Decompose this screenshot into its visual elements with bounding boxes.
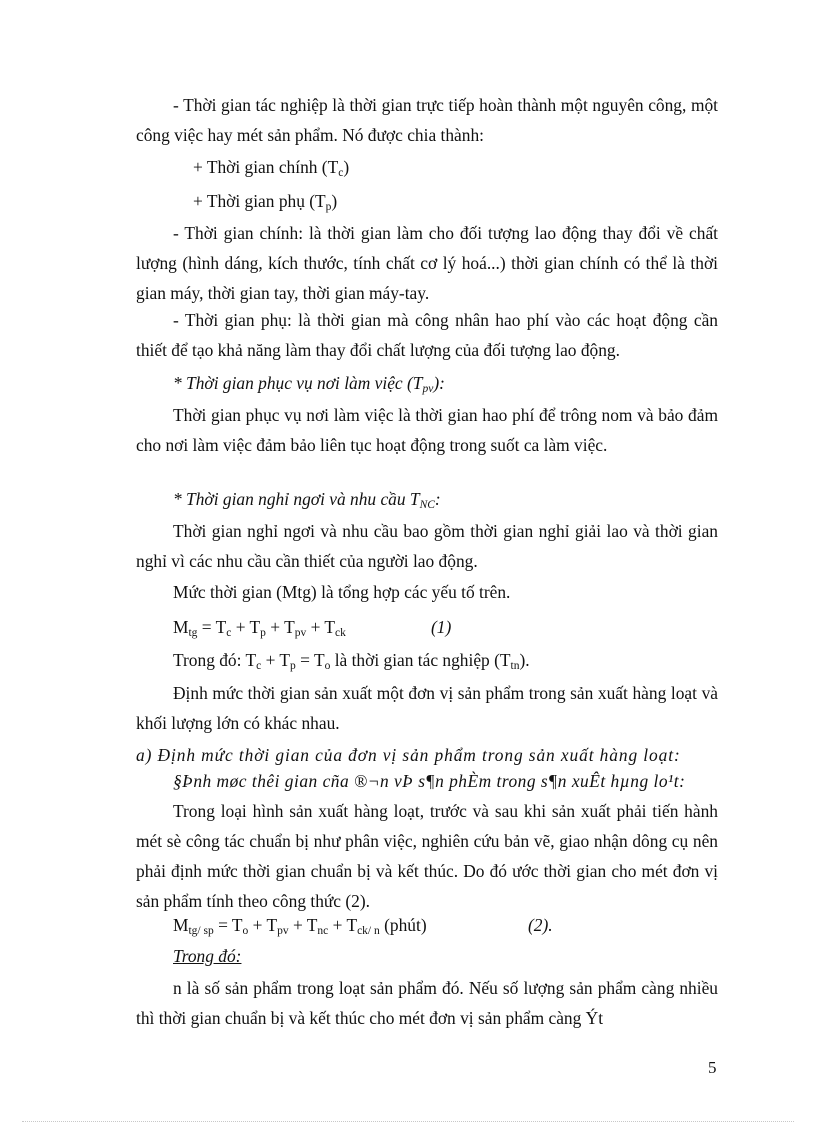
heading-where: Trong đó: (173, 946, 242, 966)
formula-1-explanation: Trong đó: $T_c + T_p = T_o$ là thời gian tác nghiệp $(T_{tn})$. (173, 650, 530, 672)
paragraph-rest-time: Thời gian nghỉ ngơi và nhu cầu bao gồm thời gian nghỉ giải lao và thời gian nghỉ vì các nhu cầu cần thiết của người lao động. (136, 521, 718, 571)
page-number: 5 (708, 1058, 717, 1077)
formula-1-number: (1) (431, 617, 452, 637)
heading-garbled-duplicate: §Þnh møc thêi gian cña ®¬n vÞ s¶n phÈm trong s¶n xuÊt hµng lo¹t: (173, 771, 686, 791)
paragraph-batch-size: n là số sản phẩm trong loạt sản phẩm đó. Nếu số lượng sản phẩm càng nhiều thì thời gian chuẩn bị và kết thúc cho mét đơn vị sản phẩm càng Ýt (136, 978, 718, 1028)
paragraph-service-time: Thời gian phục vụ nơi làm việc là thời gian hao phí để trông nom và bảo đảm cho nơi làm việc đảm bảo liên tục hoạt động trong suốt ca làm việc. (136, 405, 718, 455)
paragraph-time-norm: Mức thời gian (Mtg) là tổng hợp các yếu tố trên. (173, 582, 511, 602)
paragraph-main-time: - Thời gian chính: là thời gian làm cho đối tượng lao động thay đổi về chất lượng (hình dáng, kích thước, tính chất cơ lý hoá...) thời gian chính có thể là thời gian máy, thời gian tay, thời gian máy-tay. (136, 223, 718, 303)
paragraph-batch-production: Trong loại hình sản xuất hàng loạt, trước và sau khi sản xuất phải tiến hành mét sè công tác chuẩn bị như phân việc, nghiên cứu bản vẽ, giao nhận dông cụ nên phải định mức thời gian chuẩn bị và kết thúc. Do đó ước thời gian cho mét đơn vị sản phẩm tính theo công thức (2). (136, 801, 718, 911)
page-bottom-rule (22, 1121, 794, 1122)
formula-1: $M_{tg} = T_c + T_p + T_{pv} + T_{ck}$ (173, 617, 346, 639)
formula-2-number: (2). (528, 915, 553, 935)
heading-rest-time: * Thời gian nghỉ ngơi và nhu cầu $T_{NC}$: (173, 489, 441, 511)
paragraph-aux-time: - Thời gian phụ: là thời gian mà công nhân hao phí vào các hoạt động cần thiết để tạo khả năng làm thay đổi chất lượng của đối tượng lao động. (136, 310, 718, 360)
heading-service-time: * Thời gian phục vụ nơi làm việc $(T_{pv})$: (173, 373, 445, 395)
paragraph-batch-vs-mass: Định mức thời gian sản xuất một đơn vị sản phẩm trong sản xuất hàng loạt và khối lượng lớn có khác nhau. (136, 683, 718, 733)
bullet-main-time: + Thời gian chính $(T_c)$ (193, 157, 350, 179)
paragraph-operation-time: - Thời gian tác nghiệp là thời gian trực tiếp hoàn thành một nguyên công, một công việc hay mét sản phẩm. Nó được chia thành: (136, 95, 718, 145)
heading-batch-production: a) Định mức thời gian của đơn vị sản phẩm trong sản xuất hàng loạt: (136, 745, 681, 765)
bullet-aux-time: + Thời gian phụ $(T_p)$ (193, 191, 338, 213)
formula-2: $M_{tg/ sp} = T_o + T_{pv} + T_{nc} + T_{ck/ n}$ (phút) (173, 915, 427, 937)
